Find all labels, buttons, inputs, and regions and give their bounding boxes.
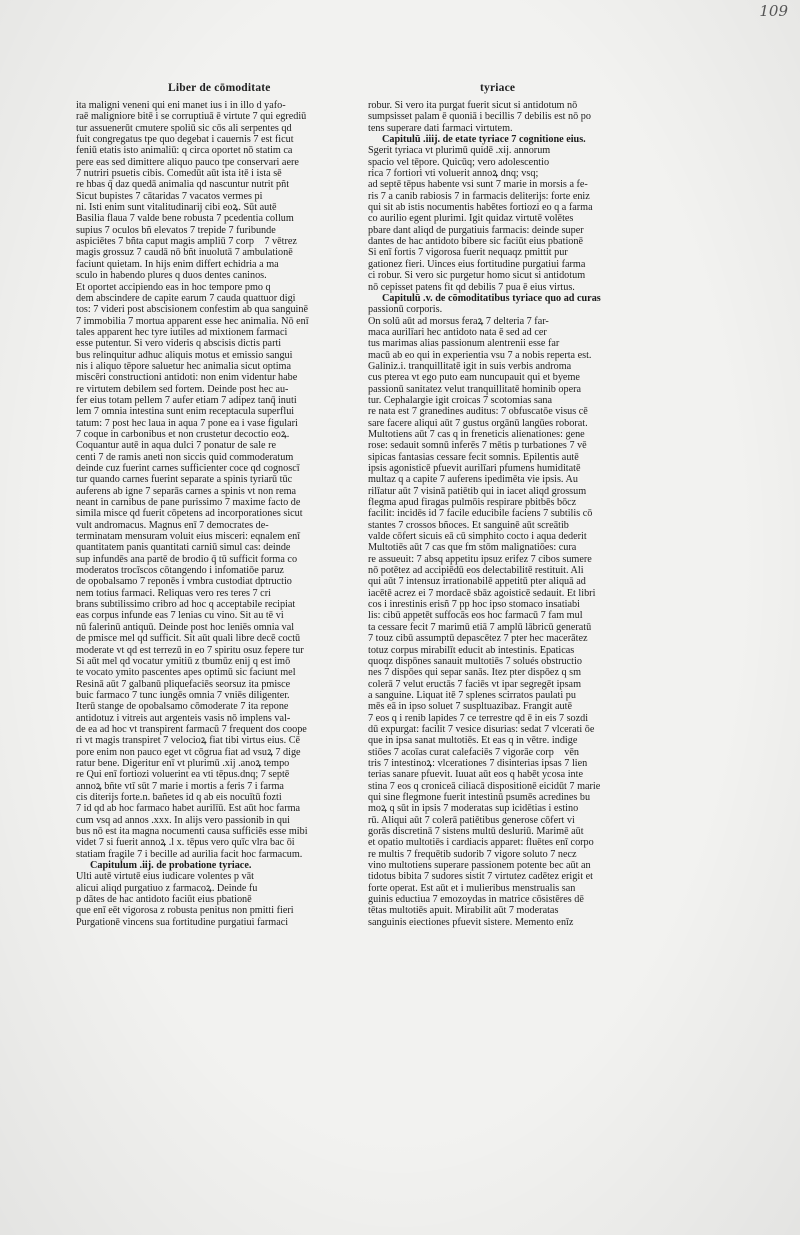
text-line: maca aurilīari hec antidoto nata ē sed ad cer	[368, 326, 547, 338]
text-line: nō cepisset patens fit qd debilis 7 pua ē eius virtus.	[368, 281, 575, 293]
text-line: flegma apud firagas pulmōis respirare pbitbēs bōcz	[368, 497, 577, 509]
text-line: moderatos trocīscos cōtangendo i infomatiōe paruz	[76, 565, 284, 577]
text-line: bus relinquitur adhuc aliquis motus et emissio sangui	[76, 349, 293, 361]
text-line: guinis eductiua 7 emozoydas in matrice cōsistēres dē	[368, 894, 584, 906]
text-line: pere eas sed dimittere aliquo pauco tpe conservari aere	[76, 156, 299, 168]
text-line: antidotuz i vitreis aut argenteis vasis nō implens val-	[76, 712, 291, 724]
text-line: ratur bene. Digeritur enī vt plurimū .xij .anoꝝ tempo	[76, 757, 290, 769]
text-line: forte operat. Est aūt et i mulieribus menstrualis san	[368, 882, 576, 894]
text-line: bus nō est ita magna nocumenti causa sufficiēs esse mibi	[76, 826, 308, 837]
text-line: tatum: 7 post hec laua in aqua 7 pone ea i vase figulari	[76, 417, 298, 429]
text-line: alicui aliqd purgatiuo z farmacoꝝ. Deinde fu	[76, 882, 258, 894]
text-line: 7 nutriri psuetis cibis. Comedūt aūt ista itē i ista sē	[76, 168, 282, 180]
text-line: 7 immobilia 7 mortua apparent esse hec animalia. Nō enī	[76, 315, 309, 327]
text-line: re Qui enī fortiozi voluerint ea vti tēpus.dnq; 7 septē	[76, 769, 290, 781]
text-line: cos i inrestinis erisñ 7 pp hoc ipso stomaco insatiabi	[368, 599, 580, 611]
text-line: ci robur. Si vero sic purgetur homo sicut si antidotum	[368, 270, 586, 282]
text-line: ris 7 a canib rabiosis 7 in farmacis deliterijs: forte eniz	[368, 190, 590, 202]
text-line: Galiniz.i. tranquillitatē igit in suis verbis androma	[368, 360, 572, 372]
text-line: robur. Si vero ita purgat fuerit sicut si antidotum nō	[368, 100, 578, 111]
text-line: 7 id qd ab hoc farmaco habet aurilīū. Est aūt hoc farma	[76, 803, 301, 815]
text-line: Capitulū .iiij. de etate tyriace 7 cognitione eius.	[382, 134, 586, 146]
text-line: centi 7 de ramis aneti non siccis quid commoderatum	[76, 451, 294, 463]
text-line: et opatio multotiēs i cardiacis apparet: fluētes enī corpo	[368, 837, 594, 849]
folio-number: 109	[759, 2, 788, 20]
text-line: nis i aliquo tēpore saluetur hec animalia sicut optima	[76, 360, 292, 372]
text-line: sipicas fantasias cessare fecit somnis. Epilentis autē	[368, 451, 579, 463]
text-line: buic farmaco 7 tunc iungēs omnia 7 vniēs diligenter.	[76, 689, 290, 701]
text-line: rilīatur aūt 7 visinā patiētib qui in iacet aliqd grossum	[368, 485, 587, 497]
text-line: valde cōfert sicuis eā cū simphito cocto i aqua dederit	[368, 531, 587, 543]
text-line: vult andromacus. Magnus enī 7 democrates de-	[76, 519, 269, 531]
text-line: ipsis agonisticē pfuevit aurilīari pfumens humiditatē	[368, 463, 581, 474]
text-line: fer eius totam pellem 7 aufer etiam 7 adipez tanq̄ inuti	[76, 394, 297, 406]
text-line: Multotiens aūt 7 cas q in freneticis alienationes: gene	[368, 428, 585, 440]
text-line: qui aūt 7 intensuz irrationabilē appetitū pter aliquā ad	[368, 576, 586, 588]
text-line: nem totius farmaci. Reliquas vero res teres 7 cri	[76, 587, 271, 599]
text-line: cum vsq ad annos .xxx. In alijs vero passionib in qui	[76, 814, 290, 826]
text-line: cus pterea vt ego puto eam nuncupauit qui et byeme	[368, 372, 580, 384]
text-line: aspiciētes 7 bñta caput magis ampliū 7 corpᷣ 7 vētrez	[76, 236, 297, 248]
text-line: re assueuit: 7 absq appetitu ipsuz erifez 7 cibos sumere	[368, 553, 592, 565]
text-line: tur assuenerūt cmutere spoliū sic cōs ali serpentes qd	[76, 122, 292, 134]
text-line: stina 7 eos q croniceā ciliacā dispositionē eicidūt 7 marie	[368, 780, 601, 792]
text-line: eas corpus infunde eas 7 lenias cu vino. Sit au tē vi	[76, 610, 284, 622]
text-line: simila misce qd fuerit cōpetens ad incorporationes sicut	[76, 508, 303, 520]
text-line: terias sanare pfuevit. Iuuat aūt eos q habēt ycosa inte	[368, 769, 583, 781]
text-line: quoqz dispōnes sanauit multotiēs 7 solués obstructio	[368, 655, 582, 667]
text-line: sup infundēs ana partē de brodio q̄ tū sufficit forma co	[76, 553, 298, 565]
text-line: magis grossuz 7 caudā nō bñt inuolutā 7 ambulationē	[76, 247, 293, 259]
left-text-column	[76, 100, 314, 928]
text-line: faciunt quietam. In hijs enim differt echidria a ma	[76, 258, 279, 270]
text-line: Si aūt mel qd vocatur ymitiū z tbumūz enij q est imō	[76, 655, 291, 667]
text-line: qui sine flegmone fuerit intestinū psumēs acredines bu	[368, 791, 591, 803]
text-line: iacētē acrez ei 7 mordacē sbāz agoisticē sedauit. Et libri	[368, 587, 596, 599]
text-line: que in ipsa sanat multotiēs. Et eas q in vētre. indige	[368, 735, 578, 747]
text-line: re hbas q̄ daz quedā animalia qd nascuntur nutrit pñt	[76, 179, 290, 191]
text-line: nū falerinū antiquū. Deinde post hoc leniēs omnia val	[76, 621, 295, 633]
text-line: sanguinis eiectiones pfuevit sistere. Memento enīz	[368, 916, 574, 928]
text-line: Si enī fortis 7 vigorosa fuerit nequaqz pmittit pur	[368, 247, 568, 259]
text-line: videt 7 si fuerit annoꝝ .l x. tēpus vero quīc vlra bac ōi	[76, 837, 295, 849]
text-line: neant in carnibus de pane purissimo 7 maxime facto de	[76, 497, 301, 509]
text-line: de opobalsamo 7 reponēs i vmbra custodiat d̄ptructio	[76, 576, 292, 588]
text-line: feniū etatis isto animaliū: q circa oportet nō statim ca	[76, 145, 293, 157]
right-text-column	[368, 100, 606, 928]
text-line: Coquantur autē in aqua dulci 7 ponatur de sale re	[76, 440, 277, 452]
text-line: tales apparent hec tyre iutiles ad mixtionem farmaci	[76, 326, 288, 338]
text-line: Resinā aūt 7 galbanū pliquefaciēs seorsuz ita pmisce	[76, 678, 291, 690]
text-line: lis: cibū appetēt suffocās eos hoc farmacū 7 fam mul	[368, 610, 583, 622]
text-line: de pmisce mel qd sufficit. Sit aūt quali libre decē coctū	[76, 633, 301, 645]
text-line: mēs eā in ipso soluet 7 suspltuazibaz. Frangit autē	[368, 701, 572, 713]
text-line: re nata est 7 granedines auditus: 7 obfuscatōe visus cē	[368, 406, 588, 418]
text-line: a sanguine. Liquat itē 7 splenes scirratos paulati pu	[368, 689, 576, 701]
text-line: 7 eos q i renib lapides 7 ce terrestre qd ē in eis 7 sozdi	[368, 712, 589, 724]
text-line: passionū corporis.	[368, 304, 443, 316]
text-line: rica 7 fortiori vti voluerit annoꝝ dnq; vsq;	[368, 168, 539, 180]
text-line: Sgerit tyriaca vt plurimū quidē .xij. annorum	[368, 145, 551, 157]
text-line: supius 7 oculos bñ elevatos 7 trepide 7 furibunde	[76, 224, 276, 236]
text-line: passionū sanitatez velut tranquillitatē hominib opera	[368, 383, 582, 395]
text-line: pore enim non pauco eget vt cōgrua fiat ad vsuꝝ 7 dige	[76, 746, 301, 758]
text-line: colerā 7 velut eructās 7 faciēs vt ipar segregēt ipsam	[368, 678, 581, 690]
text-line: tidotus bibita 7 sudores sistit 7 virtutez cadētez erigit et	[368, 871, 593, 883]
text-line: moꝝ q sūt in ipsis 7 moderatas sup icidētias i estino	[368, 803, 579, 815]
text-line: Sicut bupistes 7 cātaridas 7 vacatos vermes pi	[76, 190, 263, 202]
text-line: stantes 7 crossos bñoces. Et sanguinē aūt screātib	[368, 519, 569, 531]
text-line: annoꝝ bñte vtī sūt 7 marie i mortis a feris 7 i farma	[76, 780, 284, 792]
text-line: qui sit ab istis nocumentis habētes fortiozi eo q a farma	[368, 202, 593, 214]
text-line: cis diterijs forte.n. bañetes id q ab eis nocuītū fozti	[76, 791, 282, 803]
text-line: tos: 7 videri post abscisionem confestim ab qua sanguinē	[76, 304, 309, 316]
text-line: Et oportet accipiendo eas in hoc tempore pmo q	[76, 281, 271, 293]
text-line: totuz corpus mirabilīt educit ab intestinis. Epaticas	[368, 644, 575, 656]
text-line: miscēri constructioni antidoti: non enim videntur habe	[76, 372, 298, 384]
text-line: multaz q a capite 7 auferens ipedimēta vie ipsis. Au	[368, 474, 578, 486]
text-line: Purgationē vincens sua fortitudine purgatiui farmaci	[76, 916, 289, 928]
text-line: Basilia flaua 7 valde bene robusta 7 pcedentia collum	[76, 213, 294, 225]
text-line: nō potētez ad accipiēdū eos delectabilitē restituit. Ali	[368, 565, 584, 577]
text-line: rose: sedauit somnū inferēs 7 mētis p turbationes 7 vē	[368, 440, 587, 452]
text-line: nes 7 dispōes qui separ sanās. Itez pter dispōez q sm	[368, 667, 582, 679]
text-line: auferens ab igne 7 separās carnes a spinis vt non rema	[76, 485, 297, 497]
text-line: pbare dant aliqd de purgatiuis farmacis: deinde super	[368, 224, 584, 236]
text-line: ri vt magis transpiret 7 velocioꝝ fiat tibi virtus eius. Cē	[76, 735, 301, 747]
text-line: macū ab eo qui in experientia vsu 7 a nobis reperta est.	[368, 349, 592, 361]
text-line: tus marimas alias passionum alentrenii esse far	[368, 338, 560, 350]
text-line: esse putentur. Si vero videris q abscisis dictis parti	[76, 338, 282, 350]
text-line: vino multotiens superare passionem potente bec aūt an	[368, 860, 591, 872]
text-line: 7 coque in carbonibus et non crustetur decoctio eoꝝ.	[76, 428, 290, 440]
text-line: re virtutem debilem sed fortem. Deinde post hec au-	[76, 383, 289, 395]
text-line: Multotiēs aūt 7 cas que fm stōm malignatiōes: cura	[368, 542, 577, 554]
text-line: moderate vt qd est terrezū in eo 7 spiritu osuz fepere tur	[76, 644, 304, 656]
text-line: fuit congregatus tpe quo degebat i cauernis 7 est ficut	[76, 134, 294, 146]
text-line: gationez fieri. Uinces eius fortitudine purgatiui farma	[368, 258, 586, 270]
text-line: ta cessare fecit 7 marimū etiā 7 amplū lābricū generatū	[368, 621, 592, 633]
text-line: Capitulum .iij. de probatione tyriace.	[90, 860, 252, 872]
text-line: ita maligni veneni qui eni manet ius i in illo d yafo-	[76, 100, 286, 111]
text-line: sumpsisset palam ē quoniā i becillis 7 debilis est nō po	[368, 111, 591, 123]
text-line: gorās discretinā 7 sistens multū desluriū. Marimē aūt	[368, 826, 584, 837]
text-line: Ulti autē virtutē eius iudicare volentes p vāt	[76, 871, 254, 883]
text-line: p dātes de hac antidoto faciūt eius pbationē	[76, 894, 252, 906]
text-line: spacio vel tēpore. Quicūq; vero adolescentio	[368, 156, 550, 168]
text-line: stiōes 7 acoīas curat calefaciēs 7 vigorāe corpᷣ vēn	[368, 746, 580, 758]
text-line: statiam fragile 7 i becille ad aurilia facit hoc farmacum.	[76, 848, 303, 860]
text-line: deinde cuz fuerint carnes sufficienter coce qd cognoscī	[76, 463, 300, 474]
text-line: tris 7 intestinoꝝ: vlcerationes 7 disinterias ipsas 7 lien	[368, 757, 588, 769]
text-line: tētas multotiēs apuit. Mirabilit aūt 7 moderatas	[368, 905, 559, 917]
text-line: dem abscindere de capite earum 7 cauda quattuor digi	[76, 292, 296, 304]
text-line: brans subtilissimo cribro ad hoc q acceptabile recipiat	[76, 599, 296, 611]
text-line: raē maligniore bitē i se corruptiuā ē virtute 7 qui egrediū	[76, 111, 307, 123]
text-line: lem 7 omnia intestina sunt enim receptacula superflui	[76, 406, 295, 418]
text-line: sculo in habendo plures q duos dentes caninos.	[76, 270, 267, 282]
running-head-right: tyriace	[480, 82, 516, 94]
text-line: Iterū stange de opobalsamo cōmoderate 7 ita repone	[76, 701, 289, 713]
text-line: dū expurgat: facilit 7 vesice disurias: sedat 7 vlcerati ōe	[368, 723, 595, 735]
text-line: On solū aūt ad morsus feraꝝ 7 delteria 7 far-	[368, 315, 549, 327]
text-line: de ea ad hoc vt transpirent farmacū 7 frequent dos coope	[76, 723, 307, 735]
text-line: Capitulū .v. de cōmoditatibus tyriace quo ad curas	[382, 292, 601, 304]
text-line: ad septē tēpus habente vsi sunt 7 marie in morsis a fe-	[368, 179, 588, 191]
text-line: sare facere aliqui aūt 7 gustus orgānū langūes roborat.	[368, 417, 588, 429]
text-line: rū. Aliqui aūt 7 colerā patiētibus generose cōfert vi	[368, 814, 575, 826]
text-line: 7 touz cibū assumptū depascētez 7 pter hec macerātez	[368, 633, 588, 645]
running-head-left: Liber de cōmoditate	[168, 82, 271, 94]
text-line: que enī eēt vigorosa z robusta penitus non pmitti fieri	[76, 905, 294, 917]
text-line: quantitatem panis quantitati carniū simul cas: deinde	[76, 542, 291, 554]
text-line: te vocato ymito pascentes apes optimū sic faciunt mel	[76, 667, 296, 679]
text-line: tur. Cephalargie igit croicas 7 scotomias sana	[368, 394, 552, 406]
text-line: re multis 7 frequētib sudorib 7 vigore soluto 7 necz	[368, 848, 577, 860]
text-line: co aurilio egent plurimi. Igit quidaz virtutē volētes	[368, 213, 574, 225]
text-line: tens superare dati farmaci virtutem.	[368, 122, 513, 134]
text-line: dantes de hac antidoto bibere sic faciūt eius pbationē	[368, 236, 583, 248]
text-line: tur quando carnes fuerint separate a spinis tyriarū tūc	[76, 474, 293, 486]
text-line: facilit: incidēs id 7 facile educibile faciens 7 subtilis cō	[368, 508, 593, 520]
text-line: terminatam mensuram voluit eius misceri: eqnalem enī	[76, 531, 301, 543]
text-line: ni. Isti enim sunt vitalitudinarij cibi eoꝝ. Sūt autē	[76, 202, 277, 214]
